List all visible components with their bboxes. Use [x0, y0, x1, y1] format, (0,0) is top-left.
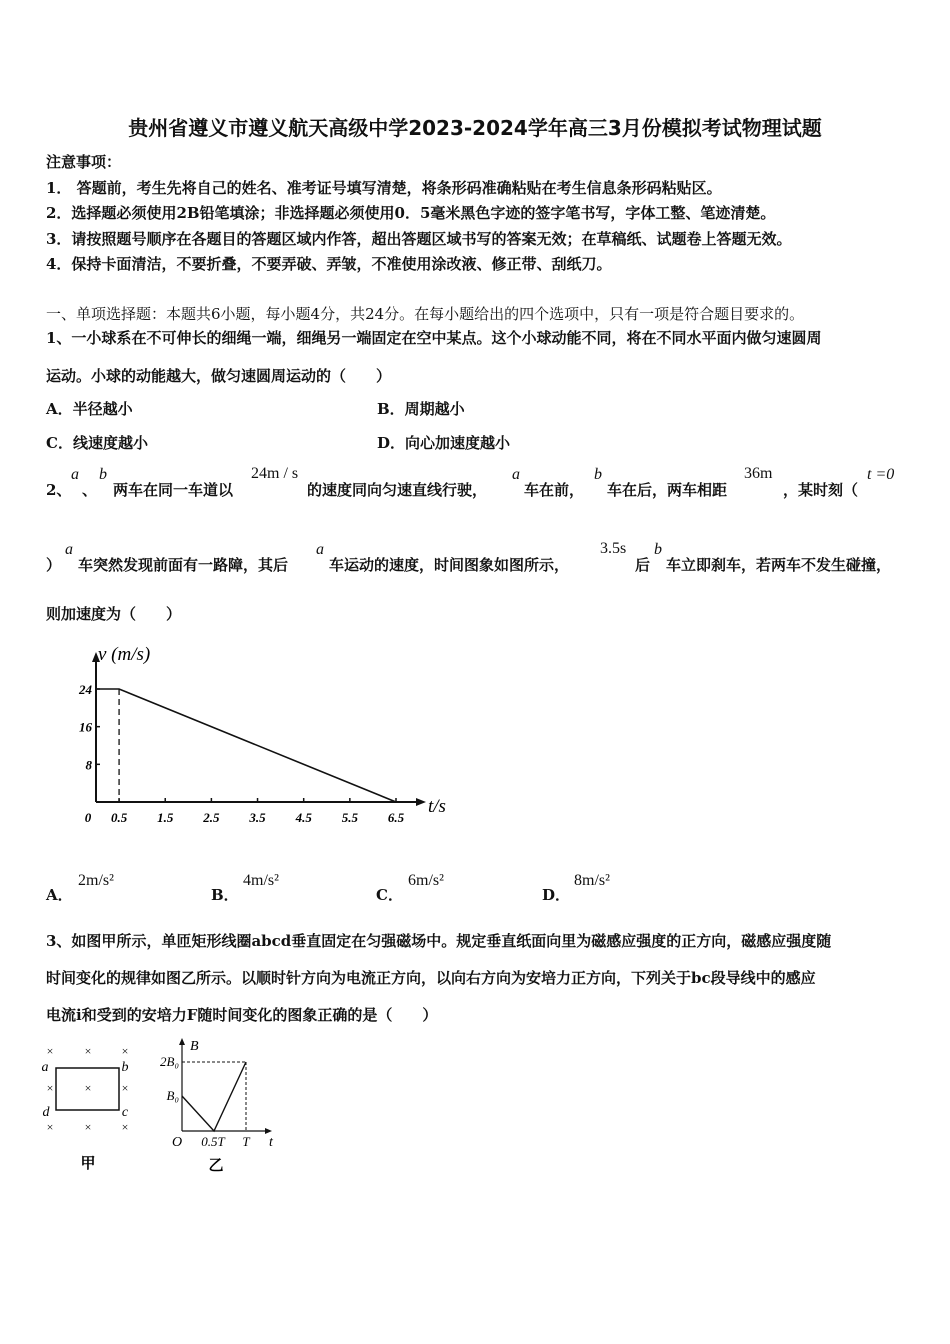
q2-text-7: 车运动的速度，时间图象如图所示， — [329, 556, 570, 574]
x-tick-label: 2.5 — [203, 810, 220, 825]
b-field-curve — [182, 1062, 246, 1131]
corner-d-label: d — [42, 1105, 50, 1120]
y-tick-label: 16 — [79, 719, 92, 735]
velocity-line — [96, 689, 396, 802]
q2-option-a-label: A． — [46, 886, 73, 904]
q1-line-2: 运动。小球的动能越大，做匀速圆周运动的（ ） — [46, 367, 392, 385]
q2-text-1: 两车在同一车道以 — [113, 481, 234, 499]
page-title: 贵州省遵义市遵义航天高级中学2023-2024学年高三3月份模拟考试物理试题 — [128, 116, 822, 140]
t-axis-label: t/s — [428, 796, 446, 817]
q2-var-a-4: a — [316, 541, 324, 558]
q2-line-3: 则加速度为（ ） — [46, 605, 182, 623]
field-cross: × — [121, 1120, 129, 1134]
velocity-time-chart — [60, 636, 480, 836]
q2-option-c-label: C． — [376, 886, 403, 904]
q2-text-4: 车在后，两车相距 — [607, 481, 728, 499]
notice-item-2: 2．选择题必须使用2B铅笔填涂；非选择题必须使用0．5毫米黑色字迹的签字笔书写，字体工整、笔迹清楚。 — [46, 204, 776, 222]
q2-var-a-3: a — [65, 541, 73, 558]
notice-heading: 注意事项： — [46, 153, 122, 171]
q2-var-b-3: b — [654, 541, 662, 558]
field-cross: × — [84, 1081, 92, 1095]
t-axis-arrow — [265, 1128, 272, 1134]
q2-separator: 、 — [82, 481, 98, 499]
x-tick-label: 6.5 — [387, 810, 405, 825]
corner-c-label: c — [121, 1105, 129, 1120]
x-tick-label: 4.5 — [295, 810, 312, 825]
y-tick-label: 24 — [79, 682, 92, 697]
q2-text-5: ，某时刻（ — [783, 481, 859, 499]
corner-a-label: a — [41, 1060, 49, 1075]
corner-b-label: b — [121, 1060, 129, 1075]
field-cross: × — [46, 1044, 54, 1058]
q2-distance: 36m — [744, 465, 773, 482]
field-cross: × — [84, 1120, 92, 1134]
magnetic-field-graph — [150, 1036, 280, 1178]
t-axis-label: t — [269, 1135, 273, 1150]
x-tick-label: 3.5 — [249, 810, 266, 825]
tick-label-2b0: 2B₀ — [160, 1054, 179, 1069]
field-cross: × — [84, 1044, 92, 1058]
x-tick-label: 0.5 — [110, 810, 128, 825]
tick-label-t: T — [242, 1134, 250, 1149]
q2-paren: ） — [46, 556, 62, 574]
origin-label: O — [171, 1135, 183, 1150]
q1-line-1: 1、一小球系在不可伸长的细绳一端，细绳另一端固定在空中某点。这个小球动能不同，将在不同水平面内做匀速圆周 — [46, 329, 822, 347]
q3-line-1: 3、如图甲所示，单匝矩形线圈abcd垂直固定在匀强磁场中。规定垂直纸面向里为磁感应强度的正方向，磁感应强度随 — [46, 932, 832, 950]
q2-option-d-label: D． — [542, 886, 571, 904]
t-axis-arrow — [416, 798, 426, 806]
notice-item-1: 1． 答题前，考生先将自己的姓名、准考证号填写清楚，将条形码准确粘贴在考生信息条形码粘贴区。 — [46, 179, 722, 197]
q2-var-b-2: b — [594, 466, 602, 483]
q2-text-8: 后 — [635, 556, 651, 574]
q3-line-3: 电流i和受到的安培力F随时间变化的图象正确的是（ ） — [46, 1006, 438, 1024]
q2-var-a-2: a — [512, 466, 520, 483]
q1-option-c: C．线速度越小 — [46, 434, 148, 452]
section-heading: 一、单项选择题：本题共6小题，每小题4分，共24分。在每小题给出的四个选项中，只有一项是符合题目要求的。 — [46, 305, 805, 323]
field-cross: × — [121, 1044, 129, 1058]
y-tick-label: 8 — [85, 757, 92, 773]
tick-label-b0: B₀ — [166, 1088, 179, 1103]
q1-option-b: B．周期越小 — [377, 400, 465, 418]
q2-text-9: 车立即刹车，若两车不发生碰撞， — [666, 556, 892, 574]
notice-item-3: 3．请按照题号顺序在各题目的答题区域内作答，超出答题区域书写的答案无效；在草稿纸、试题卷上答题无效。 — [46, 230, 792, 248]
field-cross: × — [121, 1081, 129, 1095]
coil-figure — [36, 1038, 146, 1178]
v-axis-label: v (m/s) — [98, 644, 151, 665]
q2-text-3: 车在前， — [524, 481, 585, 499]
b-axis-label: B — [190, 1039, 199, 1054]
q2-option-d-value: 8m/s² — [574, 872, 610, 889]
notice-item-4: 4．保持卡面清洁，不要折叠，不要弄破、弄皱，不准使用涂改液、修正带、刮纸刀。 — [46, 255, 612, 273]
x-tick-label: 5.5 — [341, 810, 358, 825]
q2-option-b-label: B． — [211, 886, 239, 904]
x-tick-label: 0 — [84, 810, 92, 825]
q2-number: 2、 — [46, 481, 72, 499]
q1-option-a: A．半径越小 — [46, 400, 133, 418]
tick-label-half-t: 0.5T — [201, 1134, 225, 1149]
q3-line-2: 时间变化的规律如图乙所示。以顺时针方向为电流正方向，以向右方向为安培力正方向，下列关于bc段导线中的感应 — [46, 969, 816, 987]
q2-t0: t =0 — [867, 466, 895, 483]
q2-option-a-value: 2m/s² — [78, 872, 114, 889]
q2-text-2: 的速度同向匀速直线行驶， — [307, 481, 488, 499]
b-axis-arrow — [179, 1038, 185, 1045]
q2-var-a: a — [71, 466, 79, 483]
q2-text-6: 车突然发现前面有一路障，其后 — [78, 556, 289, 574]
figure-caption-yi: 乙 — [208, 1158, 224, 1174]
x-tick-label: 1.5 — [157, 810, 174, 825]
q2-var-b: b — [99, 466, 107, 483]
field-cross: × — [46, 1081, 54, 1095]
q2-option-c-value: 6m/s² — [408, 872, 444, 889]
q1-option-d: D．向心加速度越小 — [377, 434, 511, 452]
q2-option-b-value: 4m/s² — [243, 872, 279, 889]
field-cross: × — [46, 1120, 54, 1134]
q2-speed: 24m / s — [251, 465, 299, 482]
figure-caption-jia: 甲 — [80, 1156, 96, 1172]
q2-time: 3.5s — [600, 540, 627, 557]
